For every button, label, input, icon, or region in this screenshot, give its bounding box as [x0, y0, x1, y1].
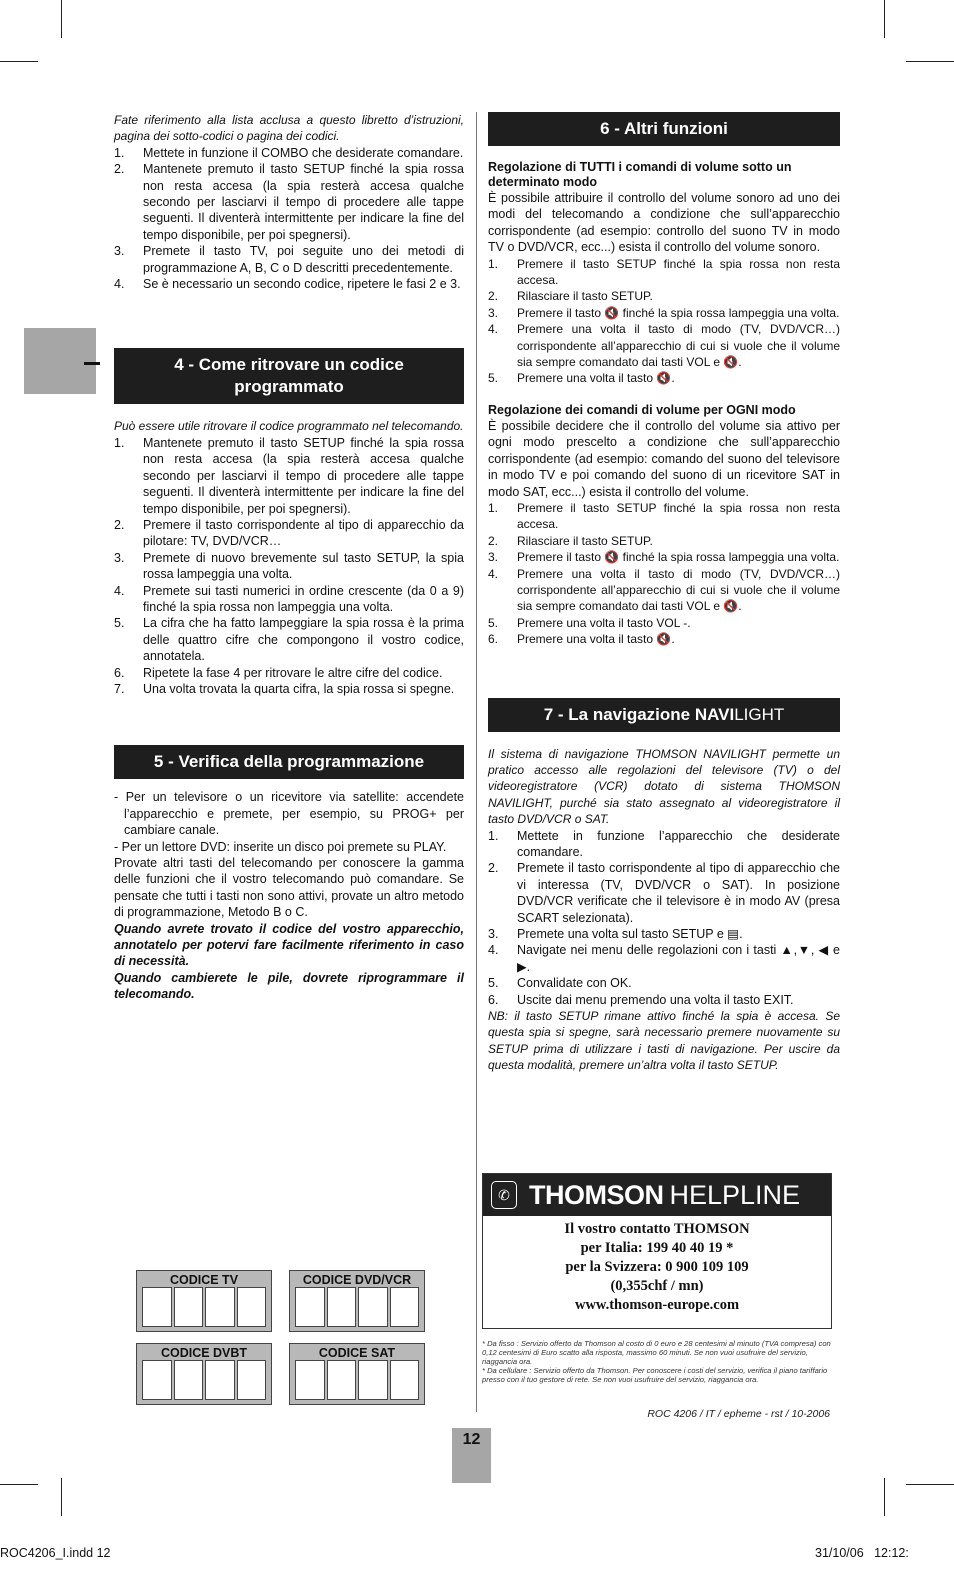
- section5-note: Quando cambierete le pile, dovrete riprogrammare il telecomando.: [114, 970, 464, 1002]
- side-tab-dash: [84, 362, 100, 365]
- helpline-banner: [483, 1174, 831, 1216]
- crop-mark: [884, 0, 885, 38]
- fine-print-line: * Da cellulare : Servizio offerto da Thomson. Per conoscere i costi del servizio, verifica il piano tariffario presso con il tuo gestore di rete. Se non vuoi usufruire del servizio, riaggancia ora.: [482, 1366, 828, 1384]
- contact-line: (0,355chf / mn): [610, 1278, 704, 1294]
- section4-intro: Può essere utile ritrovare il codice programmato nel telecomando.: [114, 419, 464, 434]
- website-link: www.thomson-europe.com: [574, 1297, 740, 1313]
- document-reference: ROC 4206 / IT / epheme - rst / 10-2006: [647, 1408, 830, 1420]
- list-item: 2. Mantenete premuto il tasto SETUP finché la spia rossa non resta accesa (la spia resterà accesa qualche secondo per lasciarvi il tempo di procedere alle tappe seguenti. Il diventerà intermittente per indicare la fine del tempo disponibile, per poi spegnersi).: [114, 162, 464, 242]
- section4-steps: [114, 435, 464, 698]
- code-box-tv: [136, 1270, 272, 1332]
- list-item: 4. Premere una volta il tasto di modo (TV, DVD/VCR…) corrispondente all’apparecchio di cui si vuole che il volume sia sempre comandato dai tasti VOL e 🔇.: [488, 566, 840, 614]
- code-cells: [142, 1287, 266, 1327]
- intro-steps: [114, 145, 464, 293]
- section7-steps: [488, 828, 840, 1008]
- fine-print: [482, 1339, 832, 1384]
- list-item: 5. Convalidate con OK.: [488, 976, 632, 991]
- footer-timestamp: 31/10/06 12:12:: [815, 1546, 909, 1560]
- list-item: 4. Premete sui tasti numerici in ordine crescente (da 0 a 9) finché la spia rossa non lampeggia una volta.: [114, 583, 464, 614]
- list-item: 7. Una volta trovata la quarta cifra, la spia rossa si spegne.: [114, 681, 455, 696]
- crop-mark: [906, 1484, 954, 1485]
- list-item: 5. La cifra che ha fatto lampeggiare la spia rossa è la prima delle quattro cifre che compongono il vostro codice, annotatela.: [114, 616, 464, 664]
- list-item: 1. Premere il tasto SETUP finché la spia rossa non resta accesa.: [488, 500, 840, 532]
- section6-subheading: Regolazione di TUTTI i comandi di volume sotto un determinato modo: [488, 160, 792, 189]
- code-cells: [142, 1360, 266, 1400]
- right-column: [488, 112, 840, 1074]
- list-item: 1. Premere il tasto SETUP finché la spia rossa non resta accesa.: [488, 256, 840, 288]
- crop-mark: [0, 1484, 38, 1485]
- side-tab: [24, 328, 96, 394]
- list-item: 2. Premete il tasto corrispondente al tipo di apparecchio che vi interessa (TV, DVD/VCR o SAT). In posizione DVD/VCR verificate che il televisore è in modo AV (presa SCART selezionata).: [488, 861, 840, 925]
- intro-italic: Fate riferimento alla lista acclusa a questo libretto d’istruzioni, pagina dei sotto-codici o pagina dei codici.: [114, 113, 464, 144]
- footer-filename: ROC4206_I.indd 12: [0, 1546, 111, 1560]
- section6-paragraph: È possibile decidere che il controllo del volume sia attivo per ogni modo prescelto a condizione che sull’apparecchio corrispondente (ad esempio: comando del suono del televisore in modo TV e poi comando del suono di un ricevitore SAT in modo SAT, ecc...) esista il controllo del volume.: [488, 418, 840, 499]
- brand-logo: THOMSON: [529, 1179, 664, 1210]
- code-cells: [295, 1287, 419, 1327]
- list-item: 3. Premere il tasto 🔇 finché la spia rossa lampeggia una volta.: [488, 550, 840, 565]
- contact-line: Il vostro contatto THOMSON: [564, 1221, 750, 1237]
- list-item: 4. Se è necessario un secondo codice, ripetere le fasi 2 e 3.: [114, 277, 461, 292]
- section4-heading: 4 - Come ritrovare un codice programmato: [114, 348, 464, 404]
- crop-mark: [884, 1478, 885, 1516]
- crop-mark: [0, 61, 38, 62]
- section6-steps: [488, 500, 840, 648]
- list-item: 3. Premere il tasto 🔇 finché la spia rossa lampeggia una volta.: [488, 305, 840, 320]
- section5-note: Quando avrete trovato il codice del vostro apparecchio, annotatelo per potervi fare facilmente riferimento in caso di necessità.: [114, 921, 464, 969]
- list-item: 2. Premere il tasto corrispondente al tipo di apparecchio da pilotare: TV, DVD/VCR…: [114, 517, 464, 549]
- phone-icon: ✆: [491, 1181, 517, 1209]
- list-item: 5. Premere una volta il tasto VOL -.: [488, 615, 691, 630]
- helpline-word: HELPLINE: [669, 1179, 801, 1210]
- list-item: 6. Ripetete la fase 4 per ritrovare le altre cifre del codice.: [114, 665, 443, 680]
- list-item: 3. Premete una volta sul tasto SETUP e ▤.: [488, 927, 743, 942]
- list-item: 5. Premere una volta il tasto 🔇.: [488, 371, 675, 386]
- section5-paragraph: Provate altri tasti del telecomando per conoscere la gamma delle funzioni che il vostro telecomando può comandare. Se pensate che tutti i tasti non sono attivi, provate un altro metodo di programmazione, Metodo B o C.: [114, 856, 464, 920]
- section7-intro: Il sistema di navigazione THOMSON NAVILIGHT permette un pratico accesso alle regolazioni del televisore (TV) o del videoregistratore (VCR) dotato di sistema THOMSON NAVILIGHT, purché sia stato assegnato al videoregistratore il tasto DVD/VCR o SAT.: [488, 746, 840, 827]
- section6-heading: 6 - Altri funzioni: [488, 112, 840, 146]
- crop-mark: [61, 0, 62, 38]
- page-number: 12: [452, 1428, 491, 1483]
- section7-heading: 7 - La navigazione NAVILIGHT: [488, 698, 840, 732]
- list-item: 6. Uscite dai menu premendo una volta il tasto EXIT.: [488, 992, 794, 1007]
- helpline-box: [482, 1173, 832, 1329]
- list-item: 1. Mantenete premuto il tasto SETUP finché la spia rossa non resta accesa (la spia resterà accesa qualche secondo per lasciarvi il tempo di procedere alle tappe seguenti. Il diventerà intermittente per indicare la fine del tempo disponibile, per poi spegnersi).: [114, 435, 464, 516]
- section6-steps: [488, 256, 840, 387]
- list-item: 2. Rilasciare il tasto SETUP.: [488, 289, 653, 304]
- crop-mark: [906, 61, 954, 62]
- list-item: 1. Mettete in funzione il COMBO che desiderate comandare.: [114, 145, 464, 160]
- list-item: 4. Premere una volta il tasto di modo (TV, DVD/VCR…) corrispondente all’apparecchio di cui si vuole che il volume sia sempre comandato dai tasti VOL e 🔇.: [488, 322, 840, 370]
- section6-subheading: Regolazione dei comandi di volume per OGNI modo: [488, 402, 796, 417]
- list-item: 3. Premete il tasto TV, poi seguite uno dei metodi di programmazione A, B, C o D descritti precedentemente.: [114, 244, 464, 275]
- code-box-label: CODICE DVD/VCR: [302, 1273, 412, 1287]
- fine-print-line: * Da fisso : Servizio offerto da Thomson al costo di 0 euro e 28 centesimi al minuto (TVA compresa) con 0,12 centesimi di Euro scatto alla risposta, massimo 60 minuti. Se non vuoi usufruire del servizio, riaggancia ora.: [482, 1339, 831, 1366]
- contact-line: per la Svizzera: 0 900 109 109: [565, 1259, 749, 1275]
- code-box-label: CODICE DVBT: [160, 1346, 248, 1360]
- contact-line: per Italia: 199 40 40 19 *: [580, 1240, 734, 1256]
- code-cells: [295, 1360, 419, 1400]
- crop-mark: [61, 1478, 62, 1516]
- section5-bullets: [114, 789, 464, 855]
- list-item: 6. Premere una volta il tasto 🔇.: [488, 632, 675, 647]
- list-item: - Per un televisore o un ricevitore via satellite: accendete l’apparecchio e premete, per esempio, su PROG+ per cambiare canale.: [114, 790, 464, 838]
- helpline-contact: [483, 1216, 831, 1315]
- section5-heading: 5 - Verifica della programmazione: [114, 745, 464, 779]
- code-box-label: CODICE TV: [169, 1273, 239, 1287]
- code-box-label: CODICE SAT: [318, 1346, 396, 1360]
- list-item: 2. Rilasciare il tasto SETUP.: [488, 533, 653, 548]
- list-item: 3. Premete di nuovo brevemente sul tasto SETUP, la spia rossa lampeggia una volta.: [114, 550, 464, 582]
- section7-note: NB: il tasto SETUP rimane attivo finché la spia è accesa. Se questa spia si spegne, sarà necessario premere nuovamente su SETUP prima di utilizzare i tasti di navigazione. Per uscire da questa modalità, premere un’altra volta il tasto SETUP.: [488, 1009, 840, 1073]
- section6-paragraph: È possibile attribuire il controllo del volume sonoro ad uno dei modi del telecomando a condizione che sull’apparecchio corrispondente (ad esempio: controllo del suono TV in modo TV o DVD/VCR, ecc...) esista il controllo del volume sonoro.: [488, 191, 840, 255]
- code-box-dvbt: [136, 1343, 272, 1405]
- list-item: - Per un lettore DVD: inserite un disco poi premete su PLAY.: [114, 839, 447, 854]
- code-box-dvd-vcr: [289, 1270, 425, 1332]
- column-divider: [476, 112, 477, 1412]
- list-item: 1. Mettete in funzione l’apparecchio che desiderate comandare.: [488, 828, 840, 859]
- code-box-sat: [289, 1343, 425, 1405]
- list-item: 4. Navigate nei menu delle regolazioni con i tasti ▲,▼, ◀ e ▶.: [488, 943, 840, 974]
- code-boxes: [136, 1270, 426, 1405]
- left-column: [114, 112, 464, 1003]
